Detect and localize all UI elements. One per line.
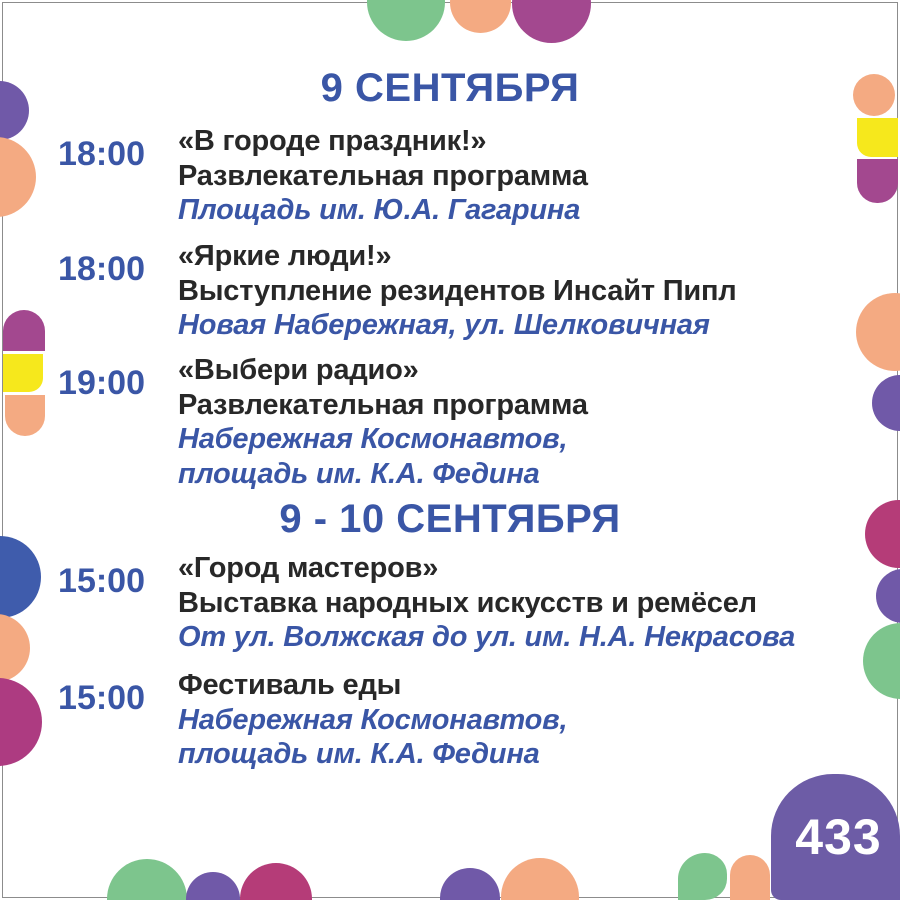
page-number: 433: [795, 809, 882, 865]
event-time: 15:00: [58, 679, 145, 717]
event-row: [0, 124, 900, 228]
event-body: [178, 551, 900, 655]
event-row: [0, 239, 900, 343]
section-title-september-9-10: 9 - 10 СЕНТЯБРЯ: [279, 497, 621, 541]
event-body: [178, 124, 900, 228]
event-row: [0, 668, 900, 772]
event-body: [178, 668, 900, 772]
event-time: 18:00: [58, 250, 145, 288]
event-time: 18:00: [58, 135, 145, 173]
event-location: От ул. Волжская до ул. им. Н.А. Некрасова: [178, 621, 796, 653]
event-description: Выступление резидентов Инсайт Пипл: [178, 274, 737, 307]
event-name: «Выбери радио»: [178, 354, 419, 386]
event-location: площадь им. К.А. Федина: [178, 457, 540, 490]
event-time: 15:00: [58, 562, 145, 600]
event-body: [178, 239, 900, 343]
event-row: [0, 551, 900, 655]
event-time: 19:00: [58, 364, 145, 402]
event-name: Фестиваль еды: [178, 669, 402, 701]
event-name: «Город мастеров»: [178, 552, 439, 584]
event-location: площадь им. К.А. Федина: [178, 738, 540, 770]
event-location: Набережная Космонавтов,: [178, 423, 568, 455]
event-description: Развлекательная программа: [178, 388, 588, 421]
event-row: [0, 353, 900, 491]
event-description: Выставка народных искусств и ремёсел: [178, 586, 757, 619]
event-name: «Яркие люди!»: [178, 240, 392, 272]
section-title-september-9: 9 СЕНТЯБРЯ: [320, 66, 580, 110]
event-location: Набережная Космонавтов,: [178, 703, 568, 736]
page-number-badge: [771, 774, 900, 900]
event-body: [178, 353, 900, 491]
event-location: Площадь им. Ю.А. Гагарина: [178, 194, 581, 226]
event-name: «В городе праздник!»: [178, 125, 487, 157]
event-location: Новая Набережная, ул. Шелковичная: [178, 309, 710, 341]
event-description: Развлекательная программа: [178, 159, 588, 192]
